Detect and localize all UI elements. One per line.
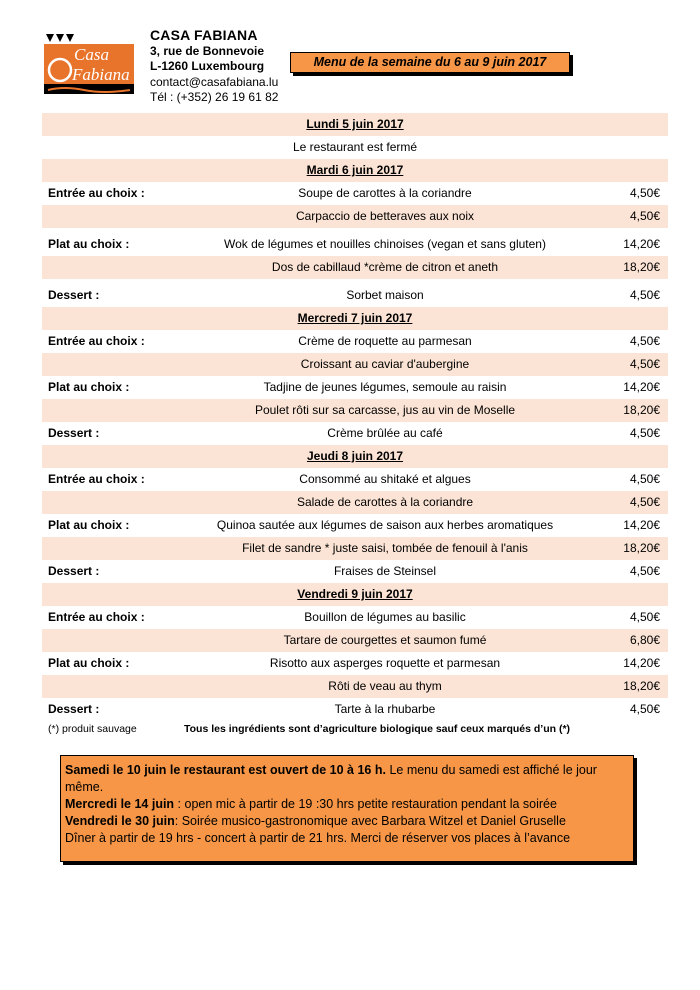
course-label: Plat au choix : — [48, 518, 130, 532]
dish-name: Filet de sandre * juste saisi, tombée de fenouil à l'anis — [242, 541, 528, 555]
dish-price: 18,20€ — [623, 260, 660, 274]
dish-price: 14,20€ — [623, 380, 660, 394]
restaurant-address-block — [150, 28, 278, 106]
dish-price: 4,50€ — [629, 186, 660, 200]
dish-name: Dos de cabillaud *crème de citron et aneth — [271, 260, 499, 274]
email-address[interactable]: contact@casafabiana.lu — [150, 74, 279, 89]
dish-name: Rôti de veau au thym — [328, 679, 442, 693]
dish-price: 4,50€ — [629, 610, 660, 624]
casa-fabiana-logo — [44, 30, 134, 96]
events-notice-box — [60, 755, 634, 862]
notice-line-saturday: Samedi le 10 juin le restaurant est ouvert de 10 à 16 h. Le menu du samedi est affiché le jour même. — [65, 763, 597, 794]
menu-row — [42, 675, 668, 698]
weekly-menu — [42, 113, 668, 721]
dish-price: 4,50€ — [629, 564, 660, 578]
day-header-thursday: Jeudi 8 juin 2017 — [42, 445, 668, 468]
wild-product-note: (*) produit sauvage — [48, 723, 137, 735]
dish-price: 4,50€ — [629, 209, 660, 223]
dish-price: 6,80€ — [629, 633, 660, 647]
day-header-friday: Vendredi 9 juin 2017 — [42, 583, 668, 606]
dish-price: 18,20€ — [623, 679, 660, 693]
dish-price: 14,20€ — [623, 518, 660, 532]
dish-name: Tadjine de jeunes légumes, semoule au raisin — [263, 380, 507, 394]
day-header-monday: Lundi 5 juin 2017 — [42, 113, 668, 136]
dish-name: Tartare de courgettes et saumon fumé — [283, 633, 487, 647]
dish-name: Crème brûlée au café — [327, 426, 443, 440]
dish-price: 18,20€ — [623, 541, 660, 555]
street-address: 3, rue de Bonnevoie — [150, 43, 265, 58]
dish-name: Consommé au shitaké et algues — [299, 472, 471, 486]
course-label: Plat au choix : — [48, 237, 130, 251]
menu-row — [42, 491, 668, 514]
course-label: Dessert : — [48, 288, 100, 302]
day-header-wednesday: Mercredi 7 juin 2017 — [42, 307, 668, 330]
dish-name: Wok de légumes et nouilles chinoises (vegan et sans gluten) — [224, 237, 546, 251]
menu-row — [42, 353, 668, 376]
dish-name: Poulet rôti sur sa carcasse, jus au vin de Moselle — [254, 403, 516, 417]
day-header-tuesday: Mardi 6 juin 2017 — [42, 159, 668, 182]
dish-name: Risotto aux asperges roquette et parmesan — [269, 656, 501, 670]
notice-line-concert: Vendredi le 30 juin: Soirée musico-gastronomique avec Barbara Witzel et Daniel Gruselle — [65, 814, 566, 828]
menu-row — [42, 698, 668, 721]
dish-price: 4,50€ — [629, 426, 660, 440]
dish-price: 18,20€ — [623, 403, 660, 417]
menu-row — [42, 514, 668, 537]
dish-price: 4,50€ — [629, 357, 660, 371]
dish-price: 4,50€ — [629, 702, 660, 716]
notice-line-dinner: Dîner à partir de 19 hrs - concert à partir de 21 hrs. Merci de réserver vos places à l’avance — [65, 831, 571, 845]
menu-row — [42, 256, 668, 279]
dish-price: 14,20€ — [623, 656, 660, 670]
course-label: Entrée au choix : — [48, 186, 145, 200]
dish-name: Soupe de carottes à la coriandre — [298, 186, 472, 200]
svg-text:Casa: Casa — [74, 45, 109, 64]
week-menu-title: Menu de la semaine du 6 au 9 juin 2017 — [290, 52, 570, 73]
dish-name: Crème de roquette au parmesan — [298, 334, 472, 348]
dish-price: 14,20€ — [623, 237, 660, 251]
course-label: Plat au choix : — [48, 380, 130, 394]
dish-name: Fraises de Steinsel — [333, 564, 437, 578]
menu-row — [42, 606, 668, 629]
svg-text:Fabiana: Fabiana — [72, 65, 130, 84]
phone-number: Tél : (+352) 26 19 61 82 — [150, 90, 279, 104]
course-label: Entrée au choix : — [48, 334, 145, 348]
dish-price: 4,50€ — [629, 288, 660, 302]
menu-row — [42, 629, 668, 652]
menu-row — [42, 422, 668, 445]
restaurant-name: CASA FABIANA — [150, 27, 258, 43]
menu-row — [42, 330, 668, 353]
dish-name: Quinoa sautée aux légumes de saison aux herbes aromatiques — [216, 518, 554, 532]
menu-row — [42, 652, 668, 675]
menu-row — [42, 376, 668, 399]
dish-price: 4,50€ — [629, 495, 660, 509]
course-label: Entrée au choix : — [48, 610, 145, 624]
course-label: Dessert : — [48, 564, 100, 578]
dish-name: Salade de carottes à la coriandre — [296, 495, 474, 509]
course-label: Dessert : — [48, 702, 100, 716]
menu-row — [42, 560, 668, 583]
dish-name: Tarte à la rhubarbe — [334, 702, 436, 716]
menu-row — [42, 399, 668, 422]
menu-row — [42, 468, 668, 491]
menu-row — [42, 537, 668, 560]
closed-notice: Le restaurant est fermé — [292, 140, 418, 154]
notice-line-open-mic: Mercredi le 14 juin : open mic à partir de 19 :30 hrs petite restauration pendant la soirée — [65, 797, 557, 811]
menu-row — [42, 233, 668, 256]
dish-name: Croissant au caviar d'aubergine — [300, 357, 470, 371]
organic-note: Tous les ingrédients sont d’agriculture biologique sauf ceux marqués d’un (*) — [184, 723, 571, 735]
menu-row — [42, 284, 668, 307]
menu-row — [42, 205, 668, 228]
dish-name: Sorbet maison — [346, 288, 424, 302]
menu-row — [42, 182, 668, 205]
course-label: Plat au choix : — [48, 656, 130, 670]
course-label: Entrée au choix : — [48, 472, 145, 486]
course-label: Dessert : — [48, 426, 100, 440]
dish-price: 4,50€ — [629, 472, 660, 486]
dish-name: Carpaccio de betteraves aux noix — [295, 209, 475, 223]
city-address: L-1260 Luxembourg — [150, 59, 265, 73]
dish-price: 4,50€ — [629, 334, 660, 348]
dish-name: Bouillon de légumes au basilic — [304, 610, 466, 624]
